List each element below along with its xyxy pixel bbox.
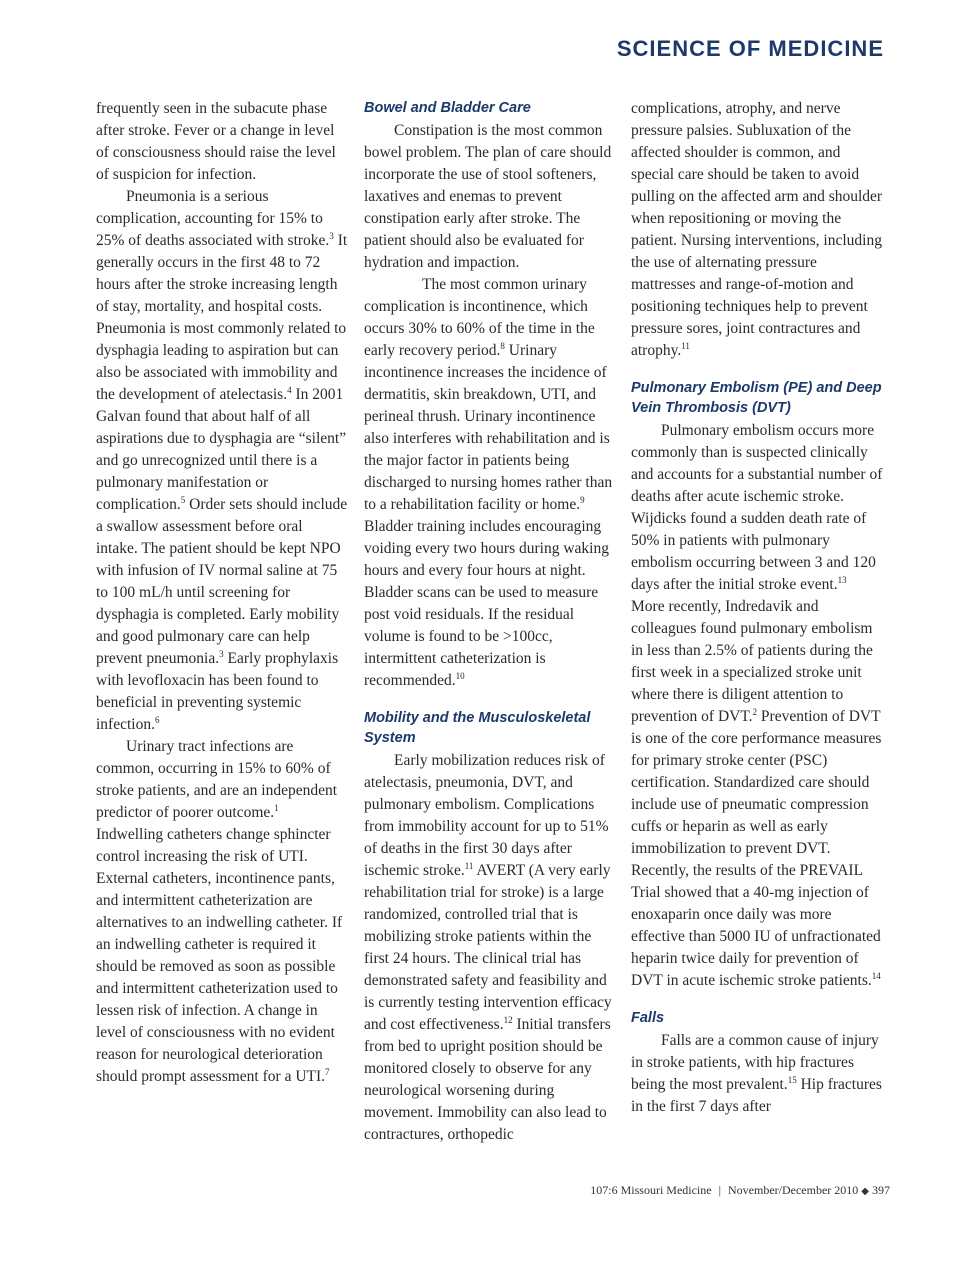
paragraph: Early mobilization reduces risk of atelectasis, pneumonia, DVT, and pulmonary embolism. Complications from immobility account for up to 51% of deaths in the first 30 days after ischemic stroke.$^{11}$ AVERT (A very early rehabilitation trial for stroke) is a large randomized, controlled trial that is mobilizing stroke patients within the first 24 hours. The clinical trial has demonstrated safety and feasibility and is currently testing intervention efficacy and cost effectiveness.$^{12}$ Initial transfers from bed to upright position should be monitored closely to observe for any neurological worsening during movement. Immobility can also lead to contractures, orthopedic [364, 752, 612, 1143]
paragraph: Pulmonary embolism occurs more commonly than is suspected clinically and accounts for a substantial number of deaths after acute ischemic stroke. Wijdicks found a sudden death rate of 50% in patients with pulmonary embolism occurring between 3 and 120 days after the initial stroke event.$^{13}$ More recently, Indredavik and colleagues found pulmonary embolism in less than 2.5% of patients during the first week in a specialized stroke unit where there is diligent attention to prevention of DVT.$^2$ Prevention of DVT is one of the core performance measures for primary stroke center (PSC) certification. Standardized care should include use of pneumatic compression cuffs or heparin as well as early immobilization to prevent DVT. Recently, the results of the PREVAIL Trial showed that a 40-mg injection of enoxaparin once daily was more effective than 5000 IU of unfractionated heparin twice daily for prevention of DVT in acute ischemic stroke patients.$^{14}$ [631, 422, 883, 989]
citation: 13 [837, 575, 847, 585]
paragraph: Urinary tract infections are common, occurring in 15% to 60% of stroke patients, and are an independent predictor of poorer outcome.$^1$ Indwelling catheters change sphincter control increasing the risk of UTI. External catheters, incontinence pants, and intermittent catheterization are alternatives to an indwelling catheter. If an indwelling catheter is required it should be removed as soon as possible and intermittent catheterization used to lessen risk of infection. A change in level of consciousness with no evident reason for neurological deterioration should prompt assessment for a UTI.$^7$ [96, 738, 343, 1085]
journal-issue: 107:6 Missouri Medicine [590, 1183, 712, 1197]
citation: 8 [500, 341, 505, 351]
citation: 3 [219, 649, 224, 659]
paragraph: Falls are a common cause of injury in stroke patients, with hip fractures being the most prevalent.$^{15}$ Hip fractures in the first 7 days after [631, 1032, 882, 1115]
citation: 9 [580, 495, 585, 505]
paragraph: frequently seen in the subacute phase after stroke. Fever or a change in level of consciousness should raise the level of suspicion for infection. [96, 100, 336, 183]
citation: 5 [180, 495, 186, 505]
citation: 11 [464, 861, 474, 871]
citation: 15 [787, 1075, 797, 1085]
section-header: SCIENCE OF MEDICINE [616, 36, 884, 61]
paragraph: Constipation is the most common bowel problem. The plan of care should incorporate the use of stool softeners, laxatives and enemas to prevent constipation early after stroke. The patient should also be evaluated for hydration and impaction. [364, 122, 612, 271]
subheading-pulmonary-embolism: Pulmonary Embolism (PE) and Deep Vein Thrombosis (DVT) [631, 380, 882, 416]
page-number: 397 [872, 1183, 890, 1197]
column-2 [364, 98, 616, 1146]
citation: 2 [752, 707, 758, 717]
citation: 10 [455, 671, 465, 681]
citation: 6 [154, 715, 160, 725]
page-footer [590, 1183, 890, 1198]
citation: 12 [503, 1015, 513, 1025]
footer-separator: | [718, 1183, 721, 1197]
paragraph: Pneumonia is a serious complication, accounting for 15% to 25% of deaths associated with stroke.$^3$ It generally occurs in the first 48 to 72 hours after the stroke increasing length of stay, mortality, and hospital costs. Pneumonia is most commonly related to dysphagia leading to aspiration but can also be associated with immobility and the development of atelectasis.$^4$ In 2001 Galvan found that about half of all aspirations due to dysphagia are “silent” and go unrecognized until there is a pulmonary manifestation or complication.$^5$ Order sets should include a swallow assessment before oral intake. The patient should be kept NPO with infusion of IV normal saline at 75 to 100 mL/h until screening for dysphagia is completed. Early mobility and good pulmonary care can help prevent pneumonia.$^3$ Early prophylaxis with levofloxacin has been found to beneficial in preventing systemic infection.$^6$ [96, 188, 348, 733]
subheading-mobility: Mobility and the Musculoskeletal System [364, 710, 591, 746]
paragraph: complications, atrophy, and nerve pressure palsies. Subluxation of the affected shoulder is common, and special care should be taken to avoid pulling on the affected arm and shoulder when repositioning or moving the patient. Nursing interventions, including the use of alternating pressure mattresses and range-of-motion and positioning techniques help to prevent pressure sores, joint contractures and atrophy.$^{11}$ [631, 100, 883, 359]
subheading-falls: Falls [631, 1010, 665, 1026]
citation: 4 [287, 385, 292, 395]
citation: 3 [329, 231, 334, 241]
column-3 [631, 98, 883, 1118]
issue-date: November/December 2010 [728, 1183, 859, 1197]
citation: 1 [274, 803, 279, 813]
subheading-bowel-bladder: Bowel and Bladder Care [364, 100, 531, 116]
citation: 14 [871, 971, 881, 981]
citation: 11 [681, 341, 690, 351]
citation: 7 [325, 1067, 330, 1077]
paragraph: The most common urinary complication is incontinence, which occurs 30% to 60% of the time in the early recovery period.$^8$ Urinary incontinence increases the incidence of dermatitis, skin breakdown, UTI, and perineal thrush. Urinary incontinence also interferes with rehabilitation and is the major factor in patients being discharged to nursing homes rather than to a rehabilitation facility or home.$^9$ Bladder training includes encouraging voiding every two hours during waking hours and every four hours at night. Bladder scans can be used to measure post void residuals. If the residual volume is found to be >100cc, intermittent catheterization is recommended.$^{10}$ [364, 276, 613, 689]
diamond-icon: ◆ [861, 1186, 869, 1197]
column-1 [96, 98, 348, 1088]
